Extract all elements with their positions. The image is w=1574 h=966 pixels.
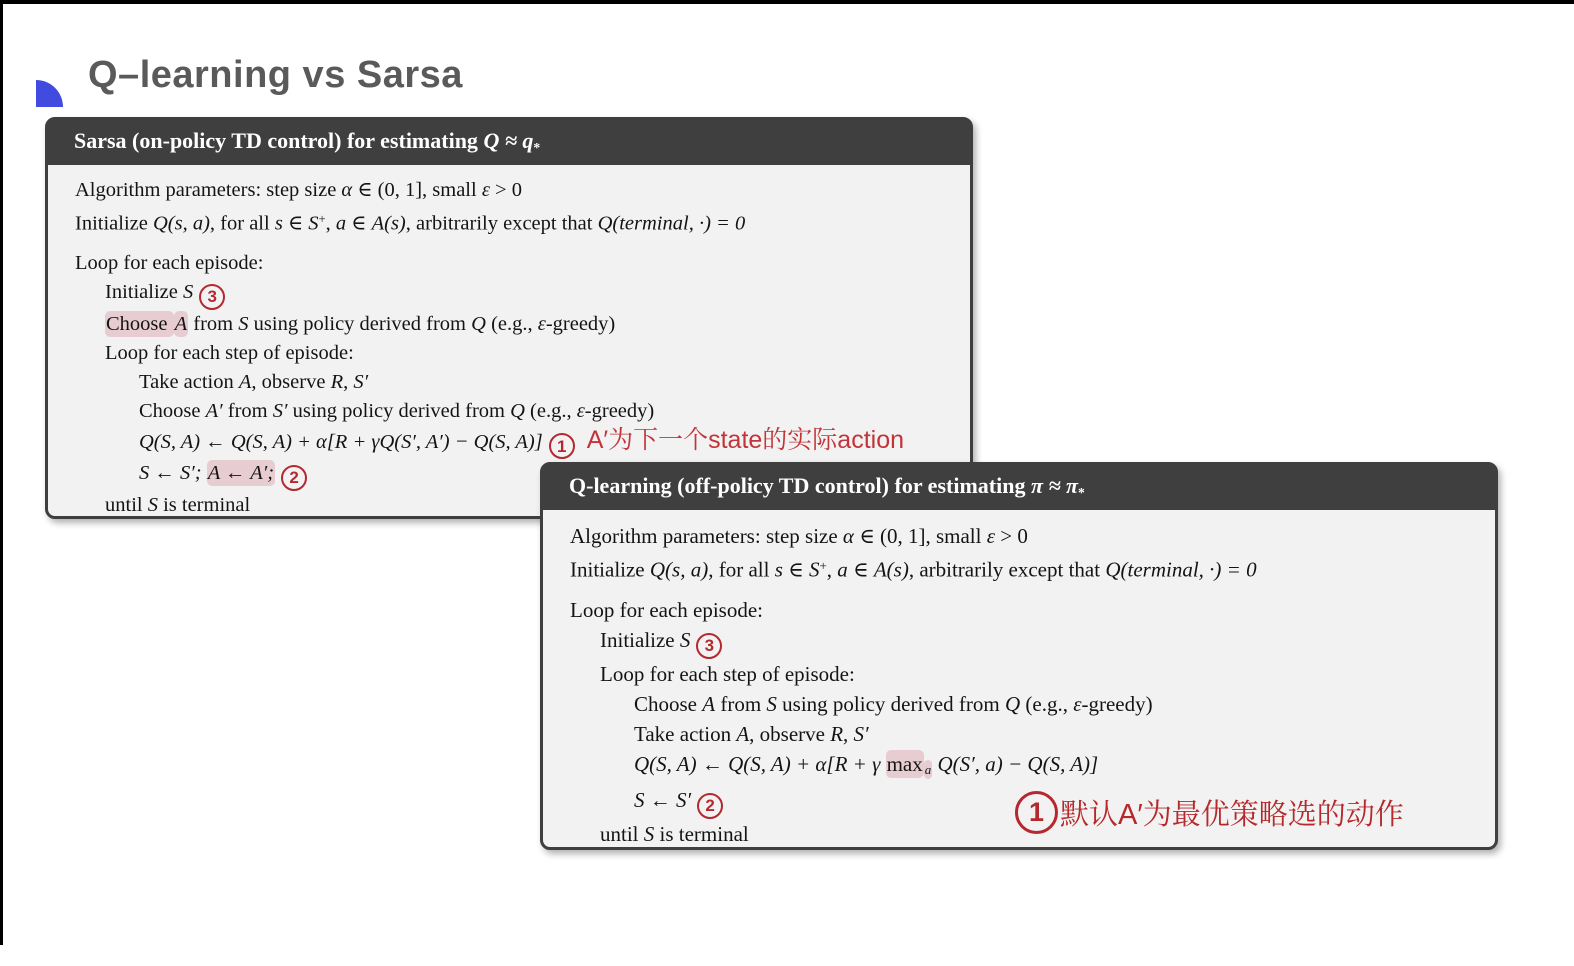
qlearning-header-text: Q-learning (off-policy TD control) for estimating [569,473,1031,498]
sarsa-header-subscript: * [533,139,541,155]
algo-text: S ← S′ [634,788,692,813]
algo-text: R [330,370,344,393]
algo-text: A [174,312,188,335]
algo-text: (e.g., [485,312,538,335]
algo-text: a [837,557,848,582]
algo-line [75,278,952,310]
algo-text: (e.g., [1020,691,1074,716]
algo-text: using policy derived from [776,691,1005,716]
algo-text: α [341,178,353,201]
algo-text: > 0 [995,523,1028,548]
algo-text: -greedy) [1081,691,1153,716]
algo-text: s [774,557,783,582]
slide-bullet-decoration [36,80,63,107]
circled-number-2: 2 [697,793,723,819]
algo-text: is terminal [654,821,749,846]
algo-text: Q(S, A) ← Q(S, A) + α[R + γQ(S′, A′) − Q(S, A)] [139,430,543,453]
algo-text: + [819,557,827,573]
algo-text: until [600,821,644,846]
algo-text: from [188,312,239,335]
qlearning-annotation-text: 默认A′为最优策略选的动作 [1060,799,1404,831]
algo-text: Initialize [75,212,153,235]
algo-text: , arbitrarily except that [908,557,1106,582]
algo-text: Choose [634,691,703,716]
sarsa-header-text: Sarsa (on-policy TD control) for estimating [74,128,484,153]
algo-text: + [318,211,326,226]
algo-text: , [843,721,854,746]
qlearning-header-math: π ≈ π [1030,473,1079,498]
qlearning-box-header [543,465,1495,510]
algo-line [570,719,1477,749]
algo-line [75,368,952,397]
algo-text: a [335,212,347,235]
algo-text: Q(s, a) [649,557,709,582]
algo-text: , for all [708,557,775,582]
algo-text: S′ [853,721,869,746]
algo-text: Loop for each episode: [75,252,264,275]
algo-text: Q(S, A) ← Q(S, A) + α[R + γ [634,751,886,776]
algo-text: ε [1073,691,1082,716]
algo-text: S′ [353,370,369,393]
algo-text: Initialize [570,557,650,582]
algo-line [570,521,1477,551]
algo-text: A′ [205,399,223,422]
algo-line [570,595,1477,625]
algo-text: Initialize [105,281,183,304]
algo-text: Choose [139,399,206,422]
algo-text: ∈ [346,212,372,235]
top-border-line [0,0,1574,4]
algo-text: A [702,691,716,716]
algo-text: from [222,399,273,422]
algo-line [570,659,1477,689]
algo-text: A(s) [371,212,406,235]
algo-text: ∈ (0, 1], small [853,523,987,548]
algo-text: Algorithm parameters: step size [570,523,843,548]
algo-text: A(s) [873,557,909,582]
algo-text: , for all [209,212,275,235]
algo-text: S [238,312,249,335]
page-title: Q–learning vs Sarsa [88,54,463,96]
algo-text: S [182,281,194,304]
qlearning-annotation [1015,791,1404,834]
algo-line [75,426,952,460]
algo-text: S [308,212,319,235]
algo-text: , [325,212,336,235]
algo-line [75,339,952,368]
algo-text: Algorithm parameters: step size [75,178,342,201]
algo-text: α [842,523,854,548]
algo-line [75,176,952,205]
circled-number-1: 1 [549,433,575,459]
algo-text: Q [510,399,525,422]
algo-text: S′ [272,399,288,422]
algo-text: using policy derived from [287,399,511,422]
algo-text: S [679,628,691,653]
algo-text: , arbitrarily except that [405,212,598,235]
algo-line [570,551,1477,585]
qlearning-algorithm-box [540,462,1498,850]
algo-text: ε [481,178,490,201]
algo-text: , observe [749,721,831,746]
algo-text: Initialize [600,628,680,653]
algo-text: Take action [634,721,737,746]
algo-line [75,249,952,278]
algo-text: Q(terminal, ·) = 0 [1105,557,1257,582]
algo-text: ∈ [282,212,309,235]
algo-text: A [736,721,750,746]
algo-text: Q [1004,691,1021,716]
algo-text: Q [471,312,486,335]
algo-text: until [105,493,148,516]
algo-text: Loop for each step of episode: [600,661,855,686]
algo-text: Choose [106,312,173,335]
algo-line [570,625,1477,659]
algo-text: A ← A′; [207,462,275,485]
sarsa-header-math: Q ≈ q [483,128,534,153]
algo-text: ε [986,523,996,548]
algo-text: Loop for each episode: [570,598,764,623]
algo-text: S [643,821,655,846]
algo-text: > 0 [489,178,522,201]
algo-text: a [924,762,932,778]
algo-text: from [715,691,767,716]
algo-line [75,205,952,238]
algo-line [75,310,952,339]
algo-text: using policy derived from [248,312,472,335]
algo-text: S ← S′; [139,462,207,485]
algo-text: ∈ [782,557,809,582]
algo-text: S [766,691,777,716]
algo-text: -greedy) [545,312,616,335]
algo-text: Q(s, a) [152,212,210,235]
algo-text: Q(S′, a) − Q(S, A)] [932,751,1099,776]
algo-text: S [147,493,158,516]
left-border-line [0,0,3,945]
algo-text: ∈ [847,557,874,582]
algo-text: , [343,370,354,393]
sarsa-algorithm-box [45,117,973,519]
algo-text: R [830,721,844,746]
algo-text: max [886,751,923,776]
qlearning-header-subscript: * [1078,484,1085,500]
algo-text: s [274,212,283,235]
algo-text: ε [537,312,546,335]
algo-line [570,749,1477,785]
algo-text: ε [576,399,585,422]
algo-text: , [826,557,838,582]
annotation-text: A′为下一个state的实际action [586,425,905,454]
sarsa-box-header [48,120,970,165]
algo-text: Loop for each step of episode: [105,341,354,364]
circled-number-3: 3 [199,284,225,310]
algo-text: , observe [251,370,331,393]
algo-line [75,397,952,426]
algo-text: (e.g., [524,399,577,422]
circled-number-3: 3 [696,633,722,659]
algo-text: S [808,557,820,582]
algo-text: is terminal [157,493,251,516]
circled-number-1: 1 [1015,791,1058,834]
circled-number-2: 2 [281,465,307,491]
algo-line [570,689,1477,719]
algo-text: ∈ (0, 1], small [352,178,482,201]
algo-text: -greedy) [584,399,655,422]
algo-text: A [238,370,252,393]
algo-text: Take action [139,370,239,393]
algo-text: Q(terminal, ·) = 0 [597,212,746,235]
